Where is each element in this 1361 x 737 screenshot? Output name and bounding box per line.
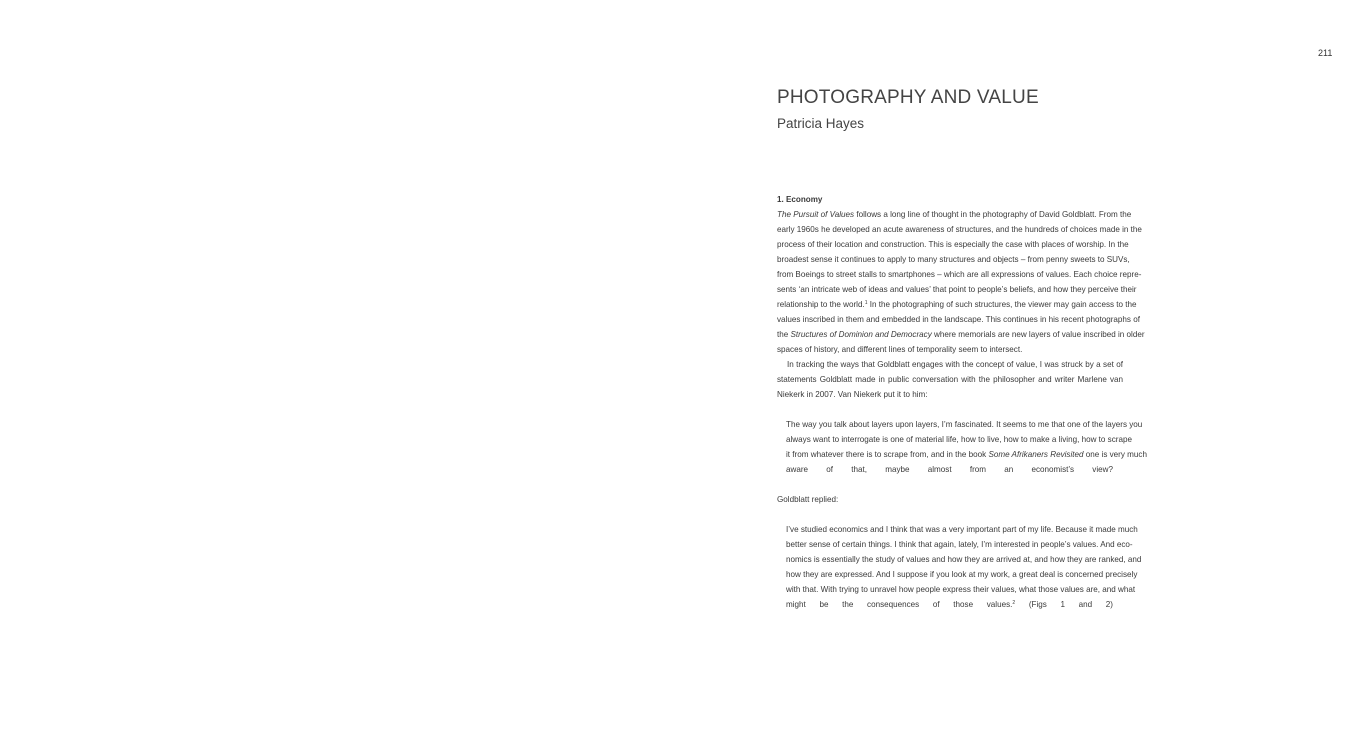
- quote-line: [786, 450, 1147, 460]
- footnote-marker: 2: [1012, 600, 1016, 606]
- body-line: In tracking the ways that Goldblatt engages with the concept of value, I was struck by a set of: [787, 360, 1123, 369]
- quote-text: it from whatever there is to scrape from, and in the book: [786, 450, 989, 459]
- quote-text: might be the consequences of those values.: [786, 600, 1013, 609]
- body-line: values inscribed in them and embedded in the landscape. This continues in his recent photographs of: [777, 315, 1140, 324]
- body-line: sents ‘an intricate web of ideas and values’ that point to people’s beliefs, and how they perceive their: [777, 285, 1137, 294]
- reply-line: Goldblatt replied:: [777, 495, 839, 504]
- quote-text: (Figs 1 and 2): [1015, 600, 1113, 609]
- body-text: relationship to the world.: [777, 300, 865, 309]
- body-line: statements Goldblatt made in public conversation with the philosopher and writer Marlene van: [777, 375, 1123, 384]
- body-line: early 1960s he developed an acute awareness of structures, and the hundreds of choices made in the: [777, 225, 1142, 234]
- book-title: The Pursuit of Values: [777, 210, 855, 219]
- body-line: Niekerk in 2007. Van Niekerk put it to him:: [777, 390, 928, 399]
- body-line: [777, 210, 1132, 220]
- quote-line: aware of that, maybe almost from an economist’s view?: [786, 465, 1113, 474]
- body-text: follows a long line of thought in the photography of David Goldblatt. From the: [854, 210, 1132, 219]
- quote-line: how they are expressed. And I suppose if you look at my work, a great deal is concerned precisely: [786, 570, 1138, 579]
- body-line: [777, 330, 1145, 340]
- quote-line: with that. With trying to unravel how people express their values, what those values are, and what: [786, 585, 1136, 594]
- body-line: broadest sense it continues to apply to many structures and objects – from penny sweets to SUVs,: [777, 255, 1130, 264]
- left-blank-page: [0, 0, 680, 737]
- quote-line: [786, 600, 1113, 610]
- body-line: [777, 300, 1137, 310]
- body-text: In the photographing of such structures, the viewer may gain access to the: [867, 300, 1137, 309]
- quote-text: one is very much: [1083, 450, 1147, 459]
- quote-line: always want to interrogate is one of material life, how to live, how to make a living, how to scrape: [786, 435, 1132, 444]
- body-line: spaces of history, and different lines of temporality seem to intersect.: [777, 345, 1023, 354]
- book-title: Structures of Dominion and Democracy: [790, 330, 932, 339]
- footnote-marker: 1: [864, 300, 868, 306]
- quote-line: better sense of certain things. I think that again, lately, I’m interested in people’s values. And eco-: [786, 540, 1133, 549]
- chapter-author: Patricia Hayes: [777, 116, 865, 131]
- book-title: Some Afrikaners Revisited: [988, 450, 1084, 459]
- body-line: process of their location and construction. This is especially the case with places of worship. In the: [777, 240, 1129, 249]
- section-heading: 1. Economy: [777, 195, 823, 204]
- body-text: where memorials are new layers of value inscribed in older: [931, 330, 1145, 339]
- quote-line: I’ve studied economics and I think that was a very important part of my life. Because it made much: [786, 525, 1138, 534]
- quote-line: The way you talk about layers upon layers, I’m fascinated. It seems to me that one of the layers you: [786, 420, 1143, 429]
- body-text: the: [777, 330, 791, 339]
- quote-line: nomics is essentially the study of values and how they are arrived at, and how they are ranked, and: [786, 555, 1142, 564]
- chapter-title: PHOTOGRAPHY AND VALUE: [777, 87, 1039, 108]
- page-number: 211: [1318, 48, 1333, 58]
- body-line: from Boeings to street stalls to smartphones – which are all expressions of values. Each choice repre-: [777, 270, 1142, 279]
